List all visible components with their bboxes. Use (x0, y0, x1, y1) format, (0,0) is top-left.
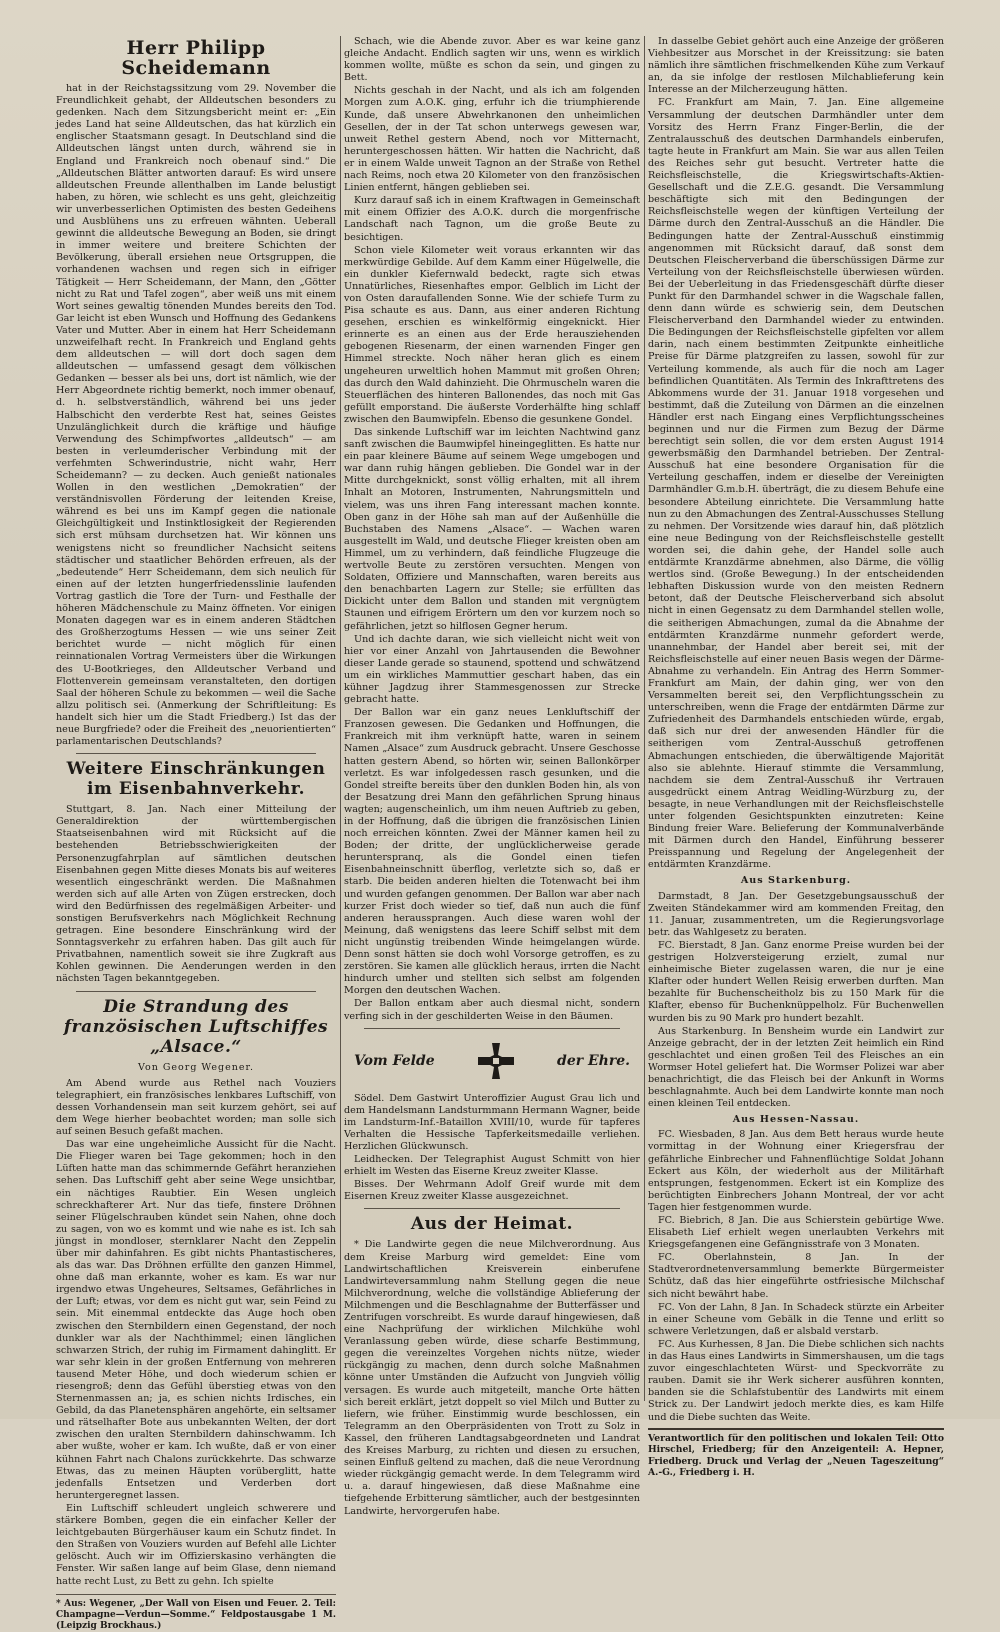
article-paragraph: * Die Landwirte gegen die neue Milchverordnung. Aus dem Kreise Marburg wird gemeldet: Eine vom Landwirtschaftlichen Kreisverein einberufene Landwirteversammlung nahm Stellung gegen die neue Milchverordnung, welche die vollständige Ablieferung der Milchmengen und die Beschlagnahme der Butterfässer und Zentrifugen vorschreibt. Es wurde darauf hingewiesen, daß eine Nachprüfung der wirklichen Milchkühe wohl Veranlassung geben würde, diese scharfe Bestimmung, gegen die vereinzeltes Vorgehen nichts nütze, wieder rückgängig zu machen, denn durch solche Maßnahmen könne unter Umständen die Aufzucht von Jungvieh völlig versagen. Es wurde auch mitgeteilt, manche Orte hätten sich bereit erklärt, jetzt doppelt so viel Milch und Butter zu liefern, wie früher. Einstimmig wurde beschlossen, ein Telegramm an den Oberpräsidenten von Trott zu Solz in Kassel, den früheren Landtagsabgeordneten und Landrat des Kreises Marburg, zu richten und diesen zu ersuchen, seinen Einfluß geltend zu machen, daß die neue Verordnung wieder rückgängig gemacht werde. In dem Telegramm wird u. a. darauf hingewiesen, daß diese Maßnahme eine tiefgehende Erbitterung sämtlicher, auch der bestgesinnten Landwirte, hervorgerufen habe. (344, 1239, 640, 1517)
article-paragraph: FC. Biebrich, 8 Jan. Die aus Schierstein gebürtige Wwe. Elisabeth Lief erhielt wegen unerlaubten Verkehrs mit Kriegsgefangenen eine Gefängnisstrafe von 3 Monaten. (648, 1215, 944, 1251)
byline: Von Georg Wegener. (138, 1061, 254, 1073)
column-rule (644, 36, 645, 1401)
divider (364, 1028, 620, 1029)
headline-eisenbahnverkehr: Weitere Einschränkungen im Eisenbahnverkehr. (66, 759, 326, 800)
article-paragraph: hat in der Reichstagssitzung vom 29. November die Freundlichkeit gehabt, der Alldeutschen besonders zu gedenken. Nach dem Sitzungsbericht meint er: „Ein jedes Land hat seine Alldeutschen, das hat kürzlich ein englischer Staatsmann gesagt. In Deutschland sind die Alldeutschen längst unten durch, während sie in England und Frankreich noch obenauf sind.“ Die „Alldeutschen Blätter antworten darauf: Es wird unsere alldeutschen Freunde allenthalben im Lande belustigt haben, zu hören, wie schlecht es uns geht, gleichzeitig wir unverbesserlichen Optimisten des besten Gedeihens und Ausblühens uns zu erfreuen wähnten. Ueberall gewinnt die alldeutsche Bewegung an Boden, sie dringt in immer weitere und breitere Schichten der Bevölkerung, überall ersiehen neue Ortsgruppen, die vorhandenen wachsen und regen sich in eifriger Tätigkeit — Herr Scheidemann, der Mann, den „Götter nicht zu Rat und Tafel zogen“, aber weiß uns mit einem Wort seines gewaltig tönenden Mundes bereits den Tod. Gar leicht ist eben Wunsch und Hoffnung des Gedankens Vater und Mutter. Aber in einem hat Herr Scheidemann unzweifelhaft recht. In Frankreich und England gehts dem alldeutschen — will dort doch sagen dem alldeutschen — umfassend gesagt dem völkischen Gedanken — besser als bei uns, dort ist nämlich, wie der Herr Abgeordnete richtig bemerkt, noch immer obenauf, d. h. selbstverständlich, während bei uns jeder Halbschicht den verderbte Rest hat, seines Geistes Unzulänglichkeit durch die kräftige und häufige Verwendung des Schimpfwortes „alldeutsch“ — am besten in verleumderischer Verbindung mit der verfehmten Schwerindustrie, nicht wahr, Herr Scheidemann? — zu decken. Auch genießt nationales Wollen in den westlichen „Demokratien“ der verständnisvollen Förderung der leitenden Kreise, während es bei uns im Kampf gegen die nationale Gleichgültigkeit und Instinktlosigkeit der Regierenden sich erst mühsam durchsetzen hat. Wir können uns wenigstens nicht so freundlicher Nachsicht seitens städtischer und staatlicher Behörden erfreuen, als der „bedeutende“ Herr Scheidemann, dem sich neulich für einen auf der letzten hungerfriedensslinie laufenden Vortrag gastlich die Tore der Turn- und Festhalle der höheren Mädchenschule zu Mainz öffneten. Vor einigen Monaten dagegen war es in einem anderen Städtchen des Großherzogtums Hessen — wie uns seiner Zeit berichtet wurde — nicht möglich für einen reinnationalen Vortrag Vermeisters über die Wirkungen des U-Bootkrieges, den Alldeutscher Verband und Flottenverein gemeinsam veranstalteten, den dortigen Saal der höheren Schule zu bekommen — weil die Sache allzu politisch sei. (Anmerkung der Schriftleitung: Es handelt sich hier um die Stadt Friedberg.) Ist das der neue Burgfriede? oder die Freiheit des „neuorientierten“ parlamentarischen Deutschlands? (56, 83, 336, 748)
section-title-left: Vom Felde (354, 1052, 435, 1069)
column-right (648, 36, 944, 1479)
article-paragraph: FC. Aus Kurhessen, 8 Jan. Die Diebe schlichen sich nachts in das Haus eines Landwirts in Simmershausen, um die tags zuvor eingeschlachteten Würst- und Speckvorräte zu rauben. Damit sie ihr Werk sicherer ausführen konnten, banden sie die Schlafstubentür des Landwirts mit einem Strick zu. Der Landwirt jedoch merkte dies, es kam Hilfe und die Diebe suchten das Weite. (648, 1338, 944, 1423)
headline-aus-der-heimat: Aus der Heimat. (410, 1214, 574, 1235)
article-paragraph: Am Abend wurde aus Rethel nach Vouziers telegraphiert, ein französisches lenkbares Luftschiff, von dessen Vorhandensein man seit kurzem gehört, sei auf dem Wege hierher beobachtet worden; man solle sich auf seinen Besuch gefaßt machen. (56, 1077, 336, 1138)
article-paragraph: Aus Starkenburg. In Bensheim wurde ein Landwirt zur Anzeige gebracht, der in der letzten Zeit heimlich ein Rind geschlachtet und einen großen Teil des Fleisches an ein Wormser Hotel geliefert hat. Die Wormser Polizei war aber benachrichtigt, die das Fleisch bei der Ankunft in Worms beschlagnahmte. Auch bei dem Landwirte konnte man noch einen kleinen Teil entdecken. (648, 1025, 944, 1110)
divider (364, 1208, 620, 1209)
article-paragraph: FC. Wiesbaden, 8 Jan. Aus dem Bett heraus wurde heute vormittag in der Wohnung einer Kriegersfrau der gefährliche Einbrecher und Fahnenflüchtige Soldat Johann Eckert aus Köln, der wiederholt aus der Militärhaft entsprungen, festgenommen. Eckert ist ein Komplize des berüchtigten Einbrechers Johann Montreal, der vor acht Tagen hier festgenommen wurde. (648, 1129, 944, 1213)
column-rule (340, 36, 341, 1401)
iron-cross-icon (474, 1039, 518, 1083)
article-paragraph: Und ich dachte daran, wie sich vielleicht nicht weit von hier vor einer Anzahl von Jahrtausenden die Bewohner dieser Lande gerade so staunend, spottend und schwätzend um ein wirkliches Mammuttier geschart haben, das ein kühner Jagdzug ihrer Stammesgenossen zur Strecke gebracht hatte. (344, 633, 640, 706)
article-paragraph: FC. Von der Lahn, 8 Jan. In Schadeck stürzte ein Arbeiter in einer Scheune vom Gebälk in die Tenne und erlitt so schwere Verletzungen, daß er alsbald verstarb. (648, 1301, 944, 1337)
divider (76, 753, 316, 754)
article-paragraph: Darmstadt, 8 Jan. Der Gesetzgebungsausschuß der Zweiten Ständekammer wird am kommenden Freitag, den 11. Januar, zusammentreten, um die Regierungsvorlage betr. das Wahlgesetz zu beraten. (648, 890, 944, 938)
section-title-right: der Ehre. (557, 1052, 630, 1069)
article-paragraph: Das sinkende Luftschiff war im leichten Nachtwind ganz sanft zwischen die Baumwipfel hineingeglitten. Es hatte nur ein paar kleinere Bäume auf seinem Wege umgebogen und war dann ruhig hängen geblieben. Die Gondel war in der Mitte durchgeknickt, sonst völlig erhalten, mit all ihrem Inhalt an Motoren, Instrumenten, Nahrungsmitteln und vielem, was uns ihren Fang interessant machen konnte. Oben ganz in der Höhe sah man auf der Außenhülle die Buchstaben des Namens „Alsace“. — Wachen waren ausgestellt im Wald, und deutsche Flieger kreisten oben am Himmel, um zu verhindern, daß feindliche Flugzeuge die wertvolle Beute zu zerstören versuchten. Mengen von Soldaten, Offiziere und Mannschaften, waren bereits aus den benachbarten Lagern zur Stelle; sie erfüllten das Dickicht unter dem Ballon und standen mit vergnügtem Staunen und eifrigem Erörtern um den vor kurzem noch so gefährlichen, jetzt so hilflosen Gegner herum. (344, 427, 640, 632)
article-paragraph: Kurz darauf saß ich in einem Kraftwagen in Gemeinschaft mit einem Offizier des A.O.K. durch die morgenfrische Landschaft nach Tagnon, um die große Beute zu besichtigen. (344, 195, 640, 243)
article-paragraph: FC. Frankfurt am Main, 7. Jan. Eine allgemeine Versammlung der deutschen Darmhändler unter dem Vorsitz des Herrn Franz Finger-Berlin, die der Zentralausschuß des deutschen Darmhandels einberufen, tagte heute in Frankfurt am Main. Sie war aus allen Teilen des Reiches sehr gut besucht. Vertreter hatte die Reichsfleischstelle, die Kriegswirtschafts-Aktien-Gesellschaft und die Z.E.G. gesandt. Die Versammlung beschäftigte sich mit den Bedingungen der Reichsfleischstelle wegen der künftigen Verteilung der Därme durch den Zentral-Ausschuß an die Händler. Die Bedingungen hatte der Zentral-Ausschuß einstimmig angenommen mit Rücksicht darauf, daß sonst dem Deutschen Fleischerverband die überschüssigen Därme zur Verteilung von der Reichsfleischstelle überwiesen würden. Bei der Ueberleitung in das Friedensgeschäft dürfte dieser Punkt für den Darmhandel schwer in die Wagschale fallen, denn dann würde es schwierig sein, dem Deutschen Fleischerverband den Darmhandel wieder zu entwinden. Die Bedingungen der Reichsfleischstelle gipfelten vor allem darin, nach einem bestimmten Zeitpunkte einheitliche Preise für Därme platzgreifen zu lassen, sowohl für zur Verteilung kommende, als auch für die noch am Lager befindlichen Quantitäten. Als Termin des Inkrafttretens des Abkommens wurde der 31. Januar 1918 vorgesehen und bestimmt, daß die Zuteilung von Därmen an die einzelnen Händler erst nach Eingang eines Verpflichtungsscheines beginnen und nur die Firmen zum Bezug der Därme berechtigt sein sollen, die vor dem ersten August 1914 gewerbsmäßig den Darmhandel betrieben. Der Zentral-Ausschuß hat eine besondere Organisation für die Verteilung geschaffen, indem er dieselbe der Vereinigten Darmhändler G.m.b.H. überträgt, die zu diesem Behufe eine besondere Abteilung einrichtete. Die Versammlung hatte nun zu den Abmachungen des Zentral-Ausschusses Stellung zu nehmen. Der Vorsitzende wies darauf hin, daß plötzlich eine neue Bedingung von der Reichsfleischstelle gestellt worden sei, die dahin gehe, der Handel solle auch entdärmte Kranzdärme abnehmen, also Därme, die völlig wertlos sind. (Große Bewegung.) In der entscheidenden lebhaften Diskussion wurde von den meisten Rednern betont, daß der Deutsche Fleischerverband sich absolut nicht in einen Gegensatz zu dem Darmhandel stellen wolle, die seitherigen Abmachungen, zumal da die Abnahme der entdärmten Kranzdärme nunmehr gefordert werde, unannehmbar, der Handel aber bereit sei, mit der Reichsfleischstelle auf einer neuen Basis wegen der Därme-Abnahme zu verhandeln. Ein Antrag des Herrn Sommer-Frankfurt am Main, der dahin ging, wer von den Versammelten bereit sei, den Verpflichtungsschein zu unterschreiben, wenn die Frage der entdärmten Därme zur Zufriedenheit des Darmhandels entschieden würde, ergab, daß sich nur drei der anwesenden Händler für die seitherigen vom Zentral-Ausschuß getroffenen Abmachungen entschieden, die überwältigende Majorität also sie ablehnte. Hierauf stimmte die Versammlung, nachdem sie dem Zentral-Ausschuß ihr Vertrauen ausgedrückt einem Antrag Weidling-Würzburg zu, der besagte, in neue Verhandlungen mit der Reichsfleischstelle unter folgenden Gesichtspunkten einzutreten: Keine Bindung freier Ware. Belieferung der Kommunalverbände mit Därmen durch den Handel, Einführung besserer Preisspannung und Regelung der Angelegenheit der entdärmten Kranzdärme. (648, 97, 944, 871)
footnote: * Aus: Wegener, „Der Wall von Eisen und Feuer. 2. Teil: Champagne—Verdun—Somme.“ Feldpostausgabe 1 M. (Leipzig Brockhaus.) (56, 1594, 336, 1632)
section-heading-hessen-nassau: Aus Hessen-Nassau. (732, 1114, 860, 1126)
article-paragraph: In dasselbe Gebiet gehört auch eine Anzeige der größeren Viehbesitzer aus Morschet in der Kreissitzung: sie baten nämlich ihre sämtlichen frischmelkenden Kühe zum Verkauf an, da sie infolge der restlosen Milchablieferung kein Interesse an der Milcherzeugung hätten. (648, 36, 944, 96)
article-paragraph: FC. Bierstadt, 8 Jan. Ganz enorme Preise wurden bei der gestrigen Holzversteigerung erzielt, zumal nur einheimische Bieter zugelassen waren, die nur je eine Klafter oder hundert Wellen Reisig erwerben durften. Man bezahlte für Buchenscheitholz bis zu 150 Mark für die Klafter, ebenso für Buchenknüppelholz. Für Buchenwellen wurden bis zu 90 Mark pro hundert bezahlt. (648, 939, 944, 1024)
imprint: Verantwortlich für den politischen und lokalen Teil: Otto Hirschel, Friedberg; für den Anzeigenteil: A. Hepner, Friedberg. Druck und Verlag der „Neuen Tageszeitung“ A.-G., Friedberg i. H. (648, 1428, 944, 1479)
headline-alsace: Die Strandung des französischen Luftschiffes „Alsace.“ (63, 996, 329, 1057)
article-paragraph: Der Ballon war ein ganz neues Lenkluftschiff der Franzosen gewesen. Die Gedanken und Hoffnungen, die Frankreich mit ihm verknüpft hatte, waren in seinem Namen „Alsace“ zum Ausdruck gebracht. Unsere Geschosse hatten gestern Abend, so hörten wir, seinen Ballonkörper verletzt. Es war infolgedessen rasch gesunken, und die Gondel streifte bereits über den dunklen Boden hin, als von der Besatzung drei Mann den gefährlichen Sprung hinaus wagten; augenscheinlich, um ihm neuen Auftrieb zu geben, in der Hoffnung, daß die übrigen die französischen Linien noch erreichen könnten. Zwei der Männer kamen heil zu Boden; der dritte, der unglücklicherweise gerade herunterspranq, als die Gondel einen tiefen Eisenbahneinschnitt überflog, verletzte sich so, daß er starb. Die beiden anderen hielten die Totenwacht bei ihm und wurden gefangen genommen. Der Ballon war aber nach kurzer Frist doch wieder so tief, daß nun auch die fünf anderen heraussprangen. Auch diese waren wohl der Meinung, daß wenigstens das leere Schiff selbst mit dem nicht ungünstig treibenden Winde heimgelangen würde. Denn sonst hätten sie doch wohl Vorsorge getroffen, es zu zerstören. Sie kamen alle glücklich heraus, irrten die Nacht hindurch umher und stellten sich selbst am folgenden Morgen den deutschen Wachen. (344, 707, 640, 997)
section-vom-felde-der-ehre (354, 1039, 630, 1083)
article-paragraph: Schon viele Kilometer weit voraus erkannten wir das merkwürdige Gebilde. Auf dem Kamm einer Hügelwelle, die ein dunkler Kiefernwald bedeckt, ragte sich etwas Unnatürliches, Riesenhaftes empor. Gelblich im Licht der von Osten daraufallenden Sonne. Wie der schiefe Turm zu Pisa schaute es aus. Dann, aus einer anderen Richtung gesehen, erschien es winkelförmig eingeknickt. Hier erinnerte es an einen aus der Erde herausziehenden gebogenen Riesenarm, der einen warnenden Finger gen Himmel streckte. Noch näher heran glich es einem ungeheuren urweltlich hohen Mammut mit großen Ohren; das durch den Wald dahinzieht. Die Ohrmuscheln waren die Steuerflächen des hinteren Ballonendes, das noch mit Gas gefüllt emporstand. Die äußerste Vorderhälfte hing schlaff zwischen den Baumwipfeln. Ebenso die gesunkene Gondel. (344, 244, 640, 425)
article-paragraph: Ein Luftschiff schleudert ungleich schwerere und stärkere Bomben, gegen die ein einfacher Keller der leichtgebauten Bürgerhäuser kaum ein Schutz findet. In den Straßen von Vouziers wurden auf Befehl alle Lichter gelöscht. Auch wir im Offizierskasino verhängten die Fenster. Wir saßen lange auf beim Glase, denn niemand hatte recht Lust, zu Bett zu gehn. Ich spielte (56, 1502, 336, 1587)
section-heading-starkenburg: Aus Starkenburg. (740, 875, 852, 887)
column-middle (344, 36, 640, 1517)
article-paragraph: Stuttgart, 8. Jan. Nach einer Mitteilung der Generaldirektion der württembergischen Staatseisenbahnen wird mit Rücksicht auf die bestehenden Betriebsschwierigkeiten der Personenzugfahrplan auf sämtlichen deutschen Eisenbahnen gegen Mitte dieses Monats bis auf weiteres wesentlich eingeschränkt werden. Die Maßnahmen werden sich auf alle Arten von Zügen erstrecken, doch wird den Bedürfnissen des regelmäßigen Arbeiter- und sonstigen Berufsverkehrs nach Möglichkeit Rechnung getragen. Eine besondere Einschränkung wird der Sonntagsverkehr zu erfahren haben. Das gilt auch für Privatbahnen, namentlich soweit sie ihre Zugkraft aus Kohlen gewinnen. Die Aenderungen werden in den nächsten Tagen bekanntgegeben. (56, 804, 336, 985)
article-paragraph: Nichts geschah in der Nacht, und als ich am folgenden Morgen zum A.O.K. ging, erfuhr ich die triumphierende Kunde, daß unsere Abwehrkanonen den unheimlichen Gesellen, der in der Tat schon unterwegs gewesen war, unweit Rethel gestern Abend, noch vor Mitternacht, heruntergeschossen hätten. Wir hatten die Nachricht, daß er in einem Walde unweit Tagnon an der Straße von Rethel nach Reims, noch etwa 20 Kilometer von den französischen Linien entfernt, hängen geblieben sei. (344, 85, 640, 194)
article-paragraph: Leidhecken. Der Telegraphist August Schmitt von hier erhielt im Westen das Eiserne Kreuz zweiter Klasse. (344, 1154, 640, 1178)
article-paragraph: Södel. Dem Gastwirt Unteroffizier August Grau lich und dem Handelsmann Landsturmmann Hermann Wagner, beide im Landsturm-Inf.-Bataillon XVIII/10, wurde für tapferes Verhalten die Hessische Tapferkeitsmedaille verliehen. Herzlichen Glückwunsch. (344, 1092, 640, 1152)
article-paragraph: Das war eine ungeheimliche Aussicht für die Nacht. Die Flieger waren bei Tage gekommen; hoch in den Lüften hatte man das schimmernde Gefährt heranziehen sehen. Das Luftschiff geht aber seine Wege unsichtbar, ein nächtiges Raubtier. Ein Wesen ungleich schreckhafterer Art. Nur das tiefe, finstere Dröhnen seiner Flügelschrauben kündet sein Nahen, ohne doch zu sagen, von wo es kommt und wie nahe es ist. Ich sah jüngst in mondloser, sternklarer Nacht den Zeppelin über mir dahinfahren. Es gibt nichts Phantastischeres, als das war. Das Dröhnen erfüllte den ganzen Himmel, ohne daß man erkannte, woher es kam. Es war nur irgendwo etwas Ungeheures, Seltsames, Gefährliches in der Luft; etwas, vor dem es nicht gut war, sein Feind zu sein. Mit einemmal entdeckte das Auge hoch oben zwischen den Sternbildern einen Gegenstand, der noch dunkler war als der Nachthimmel; einen länglichen schwarzen Strich, der ruhig im Firmament dahinglitt. Er war sehr klein in der großen Entfernung von mehreren tausend Meter Höhe, und doch wiederum schien er riesengroß; denn das Gefühl überstieg etwas von den Sternenmassen an; ja, es schien nichts Irdisches, ein Gebild, da das Planetensphären angehörte, ein seltsamer und rätselhafter Bote aus unbekannten Welten, der dort zwischen den uralten Sternbildern dahinschwamm. Ich aber wußte, woher er kam. Ich wußte, daß er von einer kühnen Fahrt nach Chalons zurückkehrte. Das schwarze Etwas, das zu meinen Häupten vorüberglitt, hatte jedenfalls Entsetzen und Verderben dort heruntergeregnet lassen. (56, 1139, 336, 1501)
headline-scheidemann: Herr Philipp Scheidemann (121, 37, 271, 79)
article-paragraph: Schach, wie die Abende zuvor. Aber es war keine ganz gleiche Andacht. Endlich sagten wir uns, wenn es wirklich kommen wollte, müßte es schon da sein, und gingen zu Bett. (344, 36, 640, 84)
divider (76, 991, 316, 992)
article-paragraph: Der Ballon entkam aber auch diesmal nicht, sondern verfing sich in der geschilderten Weise in den Bäumen. (344, 998, 640, 1022)
column-left (56, 36, 336, 1631)
article-paragraph: Bisses. Der Wehrmann Adolf Greif wurde mit dem Eisernen Kreuz zweiter Klasse ausgezeichnet. (344, 1179, 640, 1203)
article-paragraph: FC. Oberlahnstein, 8 Jan. In der Stadtverordnetenversammlung bemerkte Bürgermeister Schütz, daß das hier eingeführte ostfriesische Milchschaf sich nicht bewährt habe. (648, 1252, 944, 1300)
